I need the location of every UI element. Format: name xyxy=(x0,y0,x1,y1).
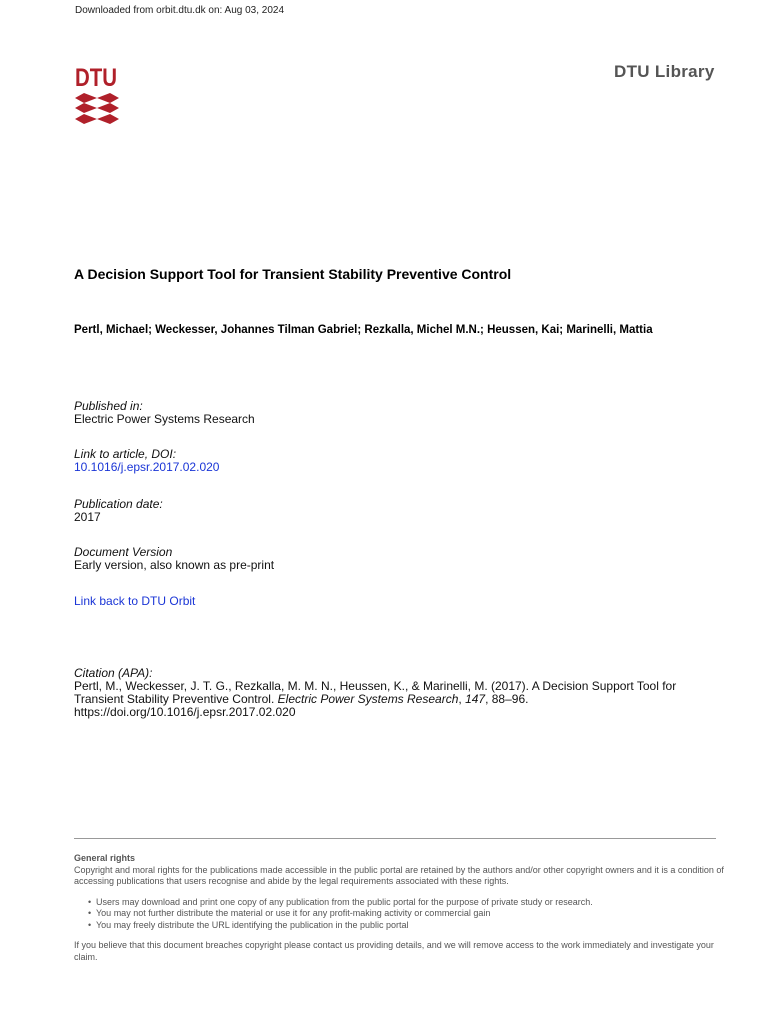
citation-sep: , xyxy=(458,692,466,706)
general-rights-heading: General rights xyxy=(74,853,136,863)
doi-block xyxy=(74,448,219,474)
rights-list-item: • You may not further distribute the material or use it for any profit-making activity or commercial gain xyxy=(96,908,724,920)
rights-list-item: • Users may download and print one copy of any publication from the public portal for the purpose of private study or research. xyxy=(96,897,724,909)
citation-doi-url: https://doi.org/10.1016/j.epsr.2017.02.020 xyxy=(74,705,296,719)
takedown-notice: If you believe that this document breaches copyright please contact us providing details, and we will remove access to the work immediately and investigate your claim. xyxy=(74,940,714,962)
doi-label: Link to article, DOI: xyxy=(74,447,177,461)
general-rights-block xyxy=(74,853,724,963)
doi-link[interactable]: 10.1016/j.epsr.2017.02.020 xyxy=(74,460,220,474)
published-in-label: Published in: xyxy=(74,399,143,413)
publication-date-block xyxy=(74,498,163,524)
dtu-logo-text: DTU xyxy=(75,64,117,92)
document-version-block xyxy=(74,546,274,572)
citation-pages: , 88–96. xyxy=(485,692,529,706)
dtu-logo xyxy=(74,62,120,126)
published-in-value: Electric Power Systems Research xyxy=(74,412,255,426)
dtu-orbit-link[interactable]: Link back to DTU Orbit xyxy=(74,594,196,608)
citation-text: Pertl, M., Weckesser, J. T. G., Rezkalla, M. M. N., Heussen, K., & Marinelli, M. (2017). A Decision Support Tool for Transient Stability Preventive Control. xyxy=(74,679,677,706)
published-in-block xyxy=(74,400,255,426)
citation-label: Citation (APA): xyxy=(74,666,153,680)
document-title: A Decision Support Tool for Transient Stability Preventive Control xyxy=(74,266,512,282)
rights-list-item: • You may freely distribute the URL identifying the publication in the public portal xyxy=(96,920,724,932)
general-rights-intro: Copyright and moral rights for the publications made accessible in the public portal are retained by the authors and/or other copyright owners and it is a condition of accessing publications that users recognise and abide by the legal requirements associated with these rights. xyxy=(74,864,724,886)
author-list: Pertl, Michael; Weckesser, Johannes Tilman Gabriel; Rezkalla, Michel M.N.; Heussen, Kai; Marinelli, Mattia xyxy=(74,324,653,336)
download-note: Downloaded from orbit.dtu.dk on: Aug 03, 2024 xyxy=(75,5,285,16)
publication-date-label: Publication date: xyxy=(74,497,163,511)
divider xyxy=(74,838,716,839)
citation-volume: 147 xyxy=(465,692,486,706)
rights-list xyxy=(74,897,724,932)
orbit-link-block xyxy=(74,595,195,608)
citation-journal: Electric Power Systems Research xyxy=(277,692,459,706)
document-version-label: Document Version xyxy=(74,545,173,559)
publication-date-value: 2017 xyxy=(74,510,101,524)
dtu-library-wordmark: DTU Library xyxy=(614,62,715,81)
citation-block xyxy=(74,667,724,719)
document-version-value: Early version, also known as pre-print xyxy=(74,558,275,572)
